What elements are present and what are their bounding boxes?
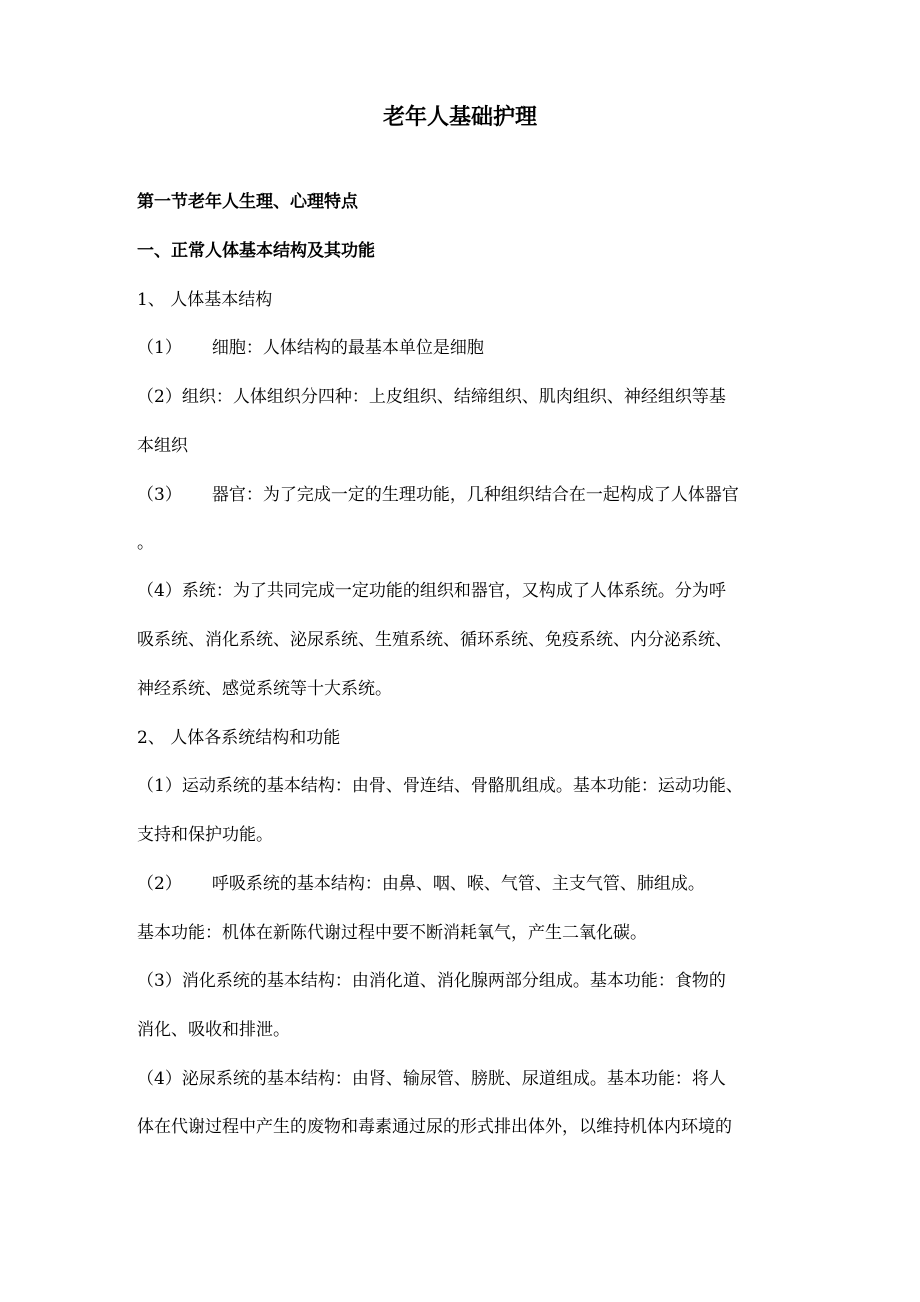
item2-paragraph-3-line-2: 消化、吸收和排泄。: [137, 1020, 290, 1040]
paragraph-number: （2）: [137, 874, 182, 894]
item1-paragraph-3-line-2: 。: [137, 533, 154, 553]
item2-paragraph-3-line-1: （3）消化系统的基本结构：由消化道、消化腺两部分组成。基本功能：食物的: [137, 971, 726, 991]
item2-paragraph-2-line-1: [137, 871, 705, 897]
item2-paragraph-1-line-1: （1）运动系统的基本结构：由骨、骨连结、骨骼肌组成。基本功能：运动功能、: [137, 776, 743, 796]
paragraph-text: 器官：为了完成一定的生理功能，几种组织结合在一起构成了人体器官: [211, 485, 739, 505]
item2-paragraph-4-line-2: 体在代谢过程中产生的废物和毒素通过尿的形式排出体外，以维持机体内环境的: [137, 1117, 732, 1137]
paragraph-number: （1）: [137, 338, 182, 358]
document-title: 老年人基础护理: [382, 104, 537, 130]
item1-paragraph-4-line-3: 神经系统、感觉系统等十大系统。: [137, 679, 392, 699]
item1-paragraph-1: [137, 335, 484, 361]
item2-paragraph-2-line-2: 基本功能：机体在新陈代谢过程中要不断消耗氧气，产生二氧化碳。: [137, 923, 647, 943]
section-heading: 第一节老年人生理、心理特点: [137, 192, 358, 212]
item2-paragraph-4-line-1: （4）泌尿系统的基本结构：由肾、输尿管、膀胱、尿道组成。基本功能：将人: [137, 1069, 726, 1089]
item1-heading: 1、 人体基本结构: [137, 290, 273, 310]
paragraph-text: 呼吸系统的基本结构：由鼻、咽、喉、气管、主支气管、肺组成。: [211, 874, 705, 894]
item2-paragraph-1-line-2: 支持和保护功能。: [137, 825, 273, 845]
item2-heading: 2、 人体各系统结构和功能: [137, 728, 341, 748]
item1-paragraph-4-line-2: 吸系统、消化系统、泌尿系统、生殖系统、循环系统、免疫系统、内分泌系统、: [137, 630, 732, 650]
item1-paragraph-3-line-1: [137, 482, 739, 508]
paragraph-text: 细胞：人体结构的最基本单位是细胞: [211, 338, 484, 358]
item1-paragraph-2-line-2: 本组织: [137, 436, 188, 456]
subsection-heading: 一、正常人体基本结构及其功能: [137, 241, 375, 261]
paragraph-number: （3）: [137, 485, 182, 505]
item1-paragraph-2-line-1: （2）组织：人体组织分四种：上皮组织、结缔组织、肌肉组织、神经组织等基: [137, 387, 726, 407]
item1-paragraph-4-line-1: （4）系统：为了共同完成一定功能的组织和器官，又构成了人体系统。分为呼: [137, 581, 726, 601]
